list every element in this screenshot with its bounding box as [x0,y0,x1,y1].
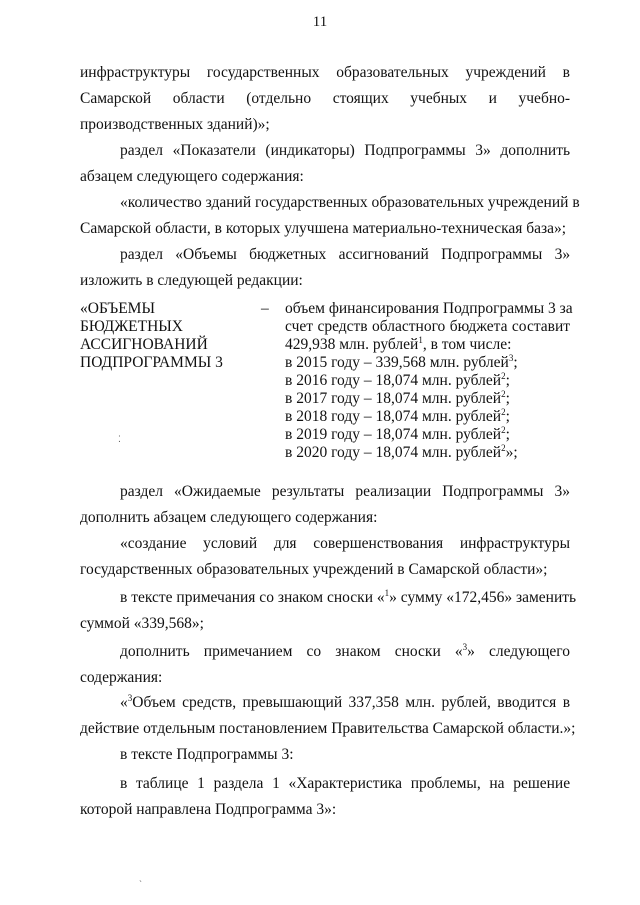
word: образовательных [371,194,485,211]
word: Самарской [80,90,152,107]
text-line: изложить в следующей редакции: [80,272,303,289]
table-right-column [285,300,573,462]
text-line: Самарской области, в которых улучшена материально-техническая база»; [80,220,567,237]
word: Подпрограммы [442,300,545,317]
word: государственных [255,194,368,211]
word: ассигнований [338,246,429,263]
word: объем [285,300,325,317]
footnote-mark: 1 [418,335,423,345]
word: учреждений [487,194,569,211]
footnote-mark: 3 [462,642,468,652]
word: раздел [120,246,163,263]
text-line: абзацем следующего содержания: [80,168,304,185]
table-heading-line: БЮДЖЕТНЫХ [80,318,183,335]
word: Подпрограммы [442,483,544,500]
word: дополнить [120,643,190,660]
word: в [562,694,571,711]
word: проблемы, [410,775,481,792]
line-end: ; [505,372,510,389]
word: 3 [548,300,556,317]
word: учебных [410,90,468,107]
line-end: ; [505,408,510,425]
word: 3» [554,246,571,263]
table-total-line [285,336,570,354]
word: Объем [132,694,176,711]
paragraph-infrastructure [80,60,570,138]
footnote-mark: 2 [501,389,506,399]
page-number: 11 [312,14,328,30]
text-line: в тексте Подпрограммы 3: [120,746,294,763]
word: реализации [355,483,432,500]
word: (индикаторы) [265,142,355,159]
word: для [273,535,297,552]
table-dash: – [261,300,269,317]
word: раздел [120,142,163,159]
year-amount: в 2018 году – 18,074 млн. рублей [285,408,502,425]
footnote-mark: 2 [501,425,506,435]
word: примечанием [203,643,293,660]
word: 3» [554,483,570,500]
year-line [285,372,570,390]
text-line: дополнить абзацем следующего содержания: [80,509,378,526]
word: инфраструктуры [80,64,191,81]
table-left-column [80,300,250,372]
word: счет [285,318,314,335]
word: «Ожидаемые [174,483,261,500]
text-line [80,639,570,665]
text-line [80,585,577,611]
footnote-mark: 3 [127,693,133,703]
paragraph-conditions [80,531,570,583]
year-line [285,426,570,444]
word: «создание [120,535,187,552]
word: условий [203,535,258,552]
word: со [306,643,322,660]
quote: « [120,694,128,711]
paragraph-note-text [80,690,576,742]
word: образовательных [336,64,449,81]
line-end: ; [513,354,518,371]
word: «Показатели [172,142,256,159]
year-line [285,390,570,408]
year-amount: в 2015 году – 339,568 млн. рублей [285,354,509,371]
text-line [80,690,570,716]
word: и [488,90,497,107]
year-line [285,444,570,462]
word: результаты [271,483,345,500]
word: области [172,90,225,107]
text-line [80,138,570,164]
word: в [572,194,580,211]
year-line [285,354,570,372]
word: Подпрограммы [364,142,466,159]
table-heading-line: ПОДПРОГРАММЫ 3 [80,354,223,371]
text-part: » сумму «172,456» заменить [389,589,577,606]
word: средств, [182,694,237,711]
year-amount: в 2016 году – 18,074 млн. рублей [285,372,502,389]
year-line [285,408,570,426]
footnote-mark: 3 [508,353,514,363]
paragraph-add-note [80,639,570,691]
paragraph-expected-results [80,479,570,531]
footnote-mark: 2 [501,407,506,417]
word: раздела [213,775,264,792]
word: областного [372,318,446,335]
scan-speck: ⁚ [118,434,121,444]
footnote-mark: 2 [501,371,506,381]
word: вводится [497,694,557,711]
text-line [80,479,570,505]
word: (отдельно [246,90,312,107]
paragraph-budget-volumes [80,242,570,294]
paragraph-subprogram-text [80,742,570,768]
word: инфраструктуры [459,535,571,552]
year-amount: в 2019 году – 18,074 млн. рублей [285,426,502,443]
quote: « [454,643,463,660]
word: зданий [205,194,252,211]
word: за [559,300,573,317]
text-part: в тексте примечания со знаком сноски « [120,589,385,606]
word: 1 [197,775,205,792]
word: учебно- [518,90,571,107]
text-line [80,60,570,86]
word: 1 [272,775,280,792]
paragraph-table-section [80,771,570,823]
footnote-mark: 2 [501,443,506,453]
word: «Характеристика [288,775,403,792]
word: «Объемы [175,246,237,263]
word: средств [317,318,368,335]
line-end: »; [505,444,518,461]
text-line [80,190,580,216]
word: стоящих [332,90,389,107]
text-line [80,86,570,112]
table-heading-line: «ОБЪЕМЫ [80,300,155,317]
word: таблице [135,775,189,792]
word: составит [511,318,571,335]
word: финансирования [328,300,440,317]
word: бюджета [449,318,508,335]
word: дополнить [500,142,571,159]
word: рублей, [441,694,491,711]
text-line: которой направлена Подпрограмма 3»: [80,801,337,818]
line-end: ; [505,390,510,407]
text-line [80,771,570,797]
word [455,643,475,660]
text-line: содержания: [80,669,163,686]
word: в [562,64,570,81]
text-line [80,531,570,557]
total-amount: 429,938 млн. рублей [285,336,419,353]
word: следующего [488,643,571,660]
word: бюджетных [249,246,327,263]
word: совершенствования [313,535,444,552]
quote: » [467,643,475,660]
word: учреждений [465,64,546,81]
word: знаком [335,643,381,660]
budget-table [80,300,573,465]
word: превышающий [242,694,343,711]
text-line: государственных образовательных учреждений в Самарской области»; [80,561,548,578]
word: млн. [405,694,436,711]
text-line [80,242,570,268]
year-amount: в 2020 году – 18,074 млн. рублей [285,444,502,461]
word: решение [513,775,571,792]
word: сноски [394,643,441,660]
paragraph-indicators [80,138,570,190]
word: «количество [120,194,202,211]
word: Подпрограммы [441,246,543,263]
total-tail: , в том числе: [422,336,512,353]
footnote-mark: 1 [384,588,390,598]
text-line: действие отдельным постановлением Правительства Самарской области.»; [80,720,576,737]
line-end: ; [505,426,510,443]
table-text-line [285,300,573,318]
word: в [120,775,128,792]
scan-speck: ˎ [139,872,142,882]
word: 3» [475,142,491,159]
word: 337,358 [348,694,399,711]
word [120,694,176,711]
text-line: суммой «339,568»; [80,615,204,632]
word: государственных [206,64,320,81]
text-line: производственных зданий)»; [80,116,270,133]
paragraph-footnote-replace [80,585,577,637]
word: на [489,775,505,792]
paragraph-buildings-count [80,190,580,242]
table-heading-line: АССИГНОВАНИЙ [80,336,208,353]
year-amount: в 2017 году – 18,074 млн. рублей [285,390,502,407]
word: раздел [120,483,163,500]
table-text-line [285,318,570,336]
